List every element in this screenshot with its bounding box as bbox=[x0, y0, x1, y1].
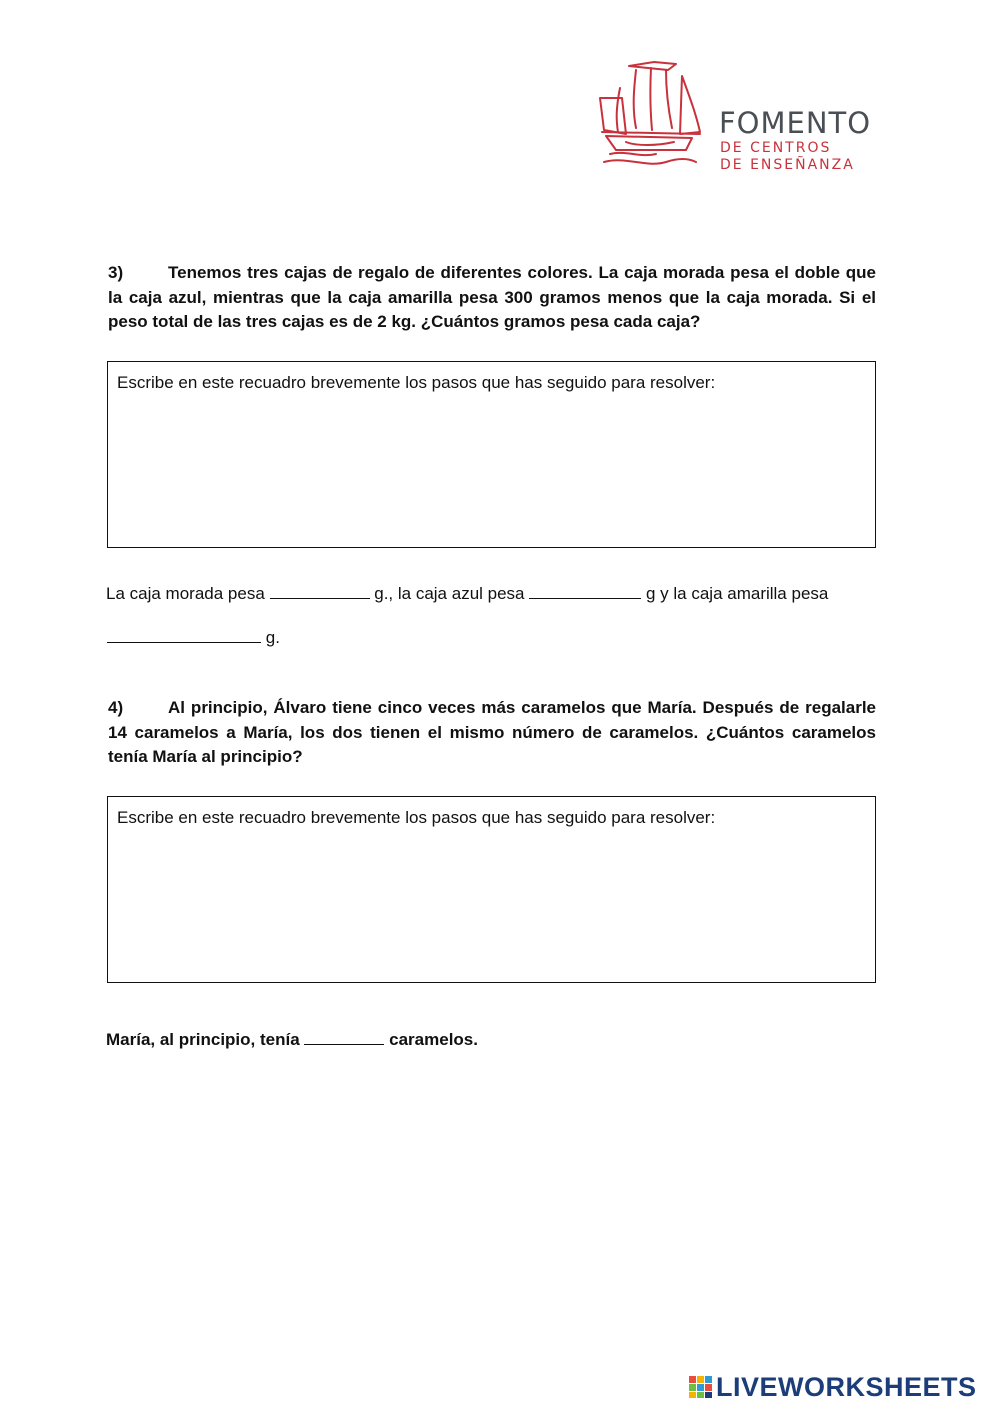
steps-box-3[interactable] bbox=[107, 361, 876, 548]
answer-blank-yellow-box[interactable] bbox=[107, 627, 261, 643]
logo-title: FOMENTO bbox=[719, 106, 872, 140]
answer-text: g. bbox=[265, 628, 280, 647]
steps-box-prompt: Escribe en este recuadro brevemente los pasos que has seguido para resolver: bbox=[117, 373, 716, 392]
answer-line-4 bbox=[106, 1029, 478, 1050]
answer-text: g y la caja amarilla pesa bbox=[645, 584, 829, 603]
logo-subtitle-line1: DE CENTROS bbox=[720, 140, 832, 156]
question-4 bbox=[108, 696, 876, 770]
liveworksheets-wordmark: LIVEWORKSHEETS bbox=[716, 1372, 977, 1402]
answer-blank-candies[interactable] bbox=[304, 1029, 384, 1045]
question-number: 4) bbox=[108, 698, 124, 717]
answer-line-3b bbox=[107, 627, 280, 648]
steps-box-prompt: Escribe en este recuadro brevemente los pasos que has seguido para resolver: bbox=[117, 808, 716, 827]
ship-icon bbox=[596, 58, 714, 176]
answer-text: g., la caja azul pesa bbox=[374, 584, 525, 603]
question-text: Al principio, Álvaro tiene cinco veces más caramelos que María. Después de regalarle 14 caramelos a María, los dos tienen el mismo número de caramelos. ¿Cuántos caramelos tenía María al principio? bbox=[108, 698, 876, 766]
answer-text: caramelos. bbox=[389, 1030, 478, 1049]
answer-blank-blue-box[interactable] bbox=[529, 583, 641, 599]
question-text: Tenemos tres cajas de regalo de diferentes colores. La caja morada pesa el doble que la caja azul, mientras que la caja amarilla pesa 300 gramos menos que la caja morada. Si el peso total de las tres cajas es de 2 kg. ¿Cuántos gramos pesa cada caja? bbox=[108, 263, 876, 331]
question-3 bbox=[108, 261, 876, 335]
steps-box-4[interactable] bbox=[107, 796, 876, 983]
answer-line-3a bbox=[106, 583, 828, 604]
logo-subtitle-line2: DE ENSEÑANZA bbox=[720, 157, 855, 173]
fomento-logo bbox=[596, 58, 886, 176]
answer-text: María, al principio, tenía bbox=[106, 1030, 300, 1049]
answer-text: La caja morada pesa bbox=[106, 584, 265, 603]
blocks-icon bbox=[689, 1376, 713, 1398]
question-number: 3) bbox=[108, 263, 124, 282]
answer-blank-purple-box[interactable] bbox=[270, 583, 370, 599]
